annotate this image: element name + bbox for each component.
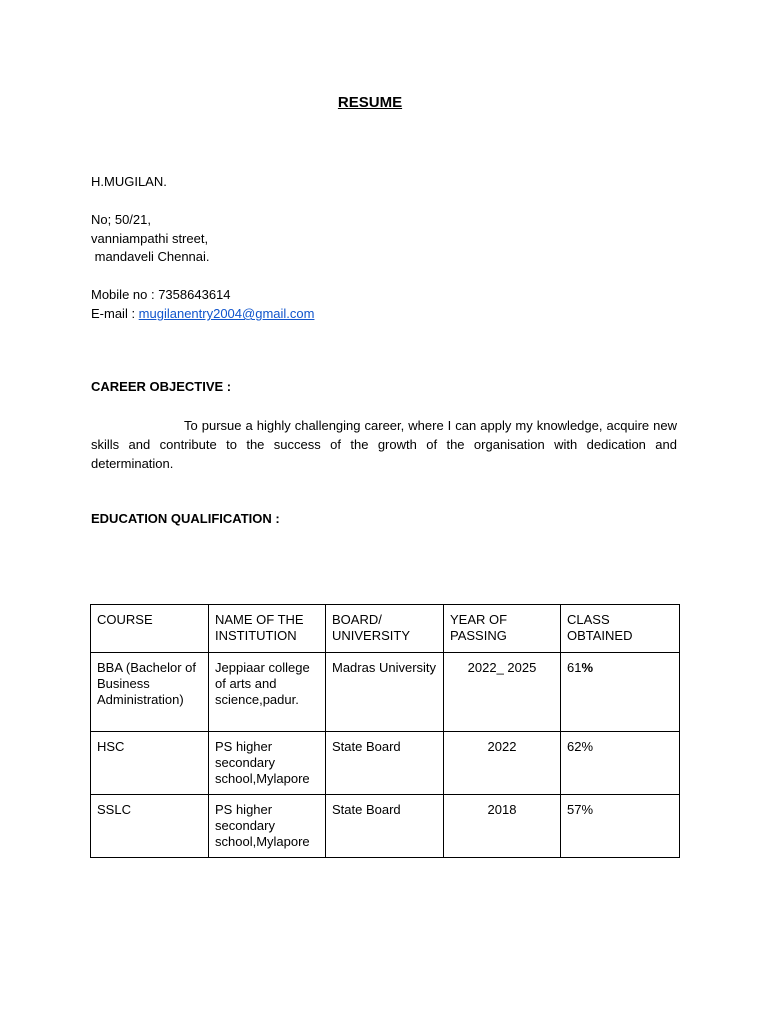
address-line-3: mandaveli Chennai.	[91, 249, 210, 264]
table-row	[91, 732, 680, 795]
course-cell: HSC	[91, 732, 209, 795]
career-objective-text: To pursue a highly challenging career, where I can apply my knowledge, acquire new skills and contribute to the success of the growth of the organisation with dedication and determination.	[91, 418, 677, 471]
institution-cell: PS higher secondary school,Mylapore	[209, 795, 326, 858]
column-header-institution: NAME OF THE INSTITUTION	[209, 605, 326, 653]
institution-cell: PS higher secondary school,Mylapore	[209, 732, 326, 795]
page-title: RESUME	[337, 94, 403, 111]
column-header-class: CLASS OBTAINED	[561, 605, 680, 653]
percent-sign: %	[581, 660, 594, 675]
education-heading: EDUCATION QUALIFICATION :	[91, 511, 280, 526]
class-cell: 57%	[561, 795, 680, 858]
career-objective-heading: CAREER OBJECTIVE :	[91, 379, 232, 394]
year-cell: 2022_ 2025	[444, 653, 561, 732]
email-label: E-mail :	[91, 306, 139, 321]
institution-cell: Jeppiaar college of arts and science,padur.	[209, 653, 326, 732]
year-cell: 2022	[444, 732, 561, 795]
column-header-board: BOARD/ UNIVERSITY	[326, 605, 444, 653]
class-value: 61	[567, 660, 582, 675]
column-header-course: COURSE	[91, 605, 209, 653]
course-cell: SSLC	[91, 795, 209, 858]
board-cell: Madras University	[326, 653, 444, 732]
mobile-number: Mobile no : 7358643614	[91, 287, 231, 302]
board-cell: State Board	[326, 795, 444, 858]
email-row	[91, 304, 314, 323]
table-row	[91, 653, 680, 732]
education-table	[90, 604, 680, 858]
address-line-1: No; 50/21,	[91, 212, 151, 227]
column-header-year: YEAR OF PASSING	[444, 605, 561, 653]
year-cell: 2018	[444, 795, 561, 858]
candidate-name: H.MUGILAN.	[91, 174, 167, 189]
table-row	[91, 795, 680, 858]
table-header-row	[91, 605, 680, 653]
email-link[interactable]: mugilanentry2004@gmail.com	[138, 306, 315, 321]
class-cell: 62%	[561, 732, 680, 795]
board-cell: State Board	[326, 732, 444, 795]
course-cell: BBA (Bachelor of Business Administration)	[91, 653, 209, 732]
class-cell	[561, 653, 680, 732]
address-line-2: vanniampathi street,	[91, 231, 209, 246]
